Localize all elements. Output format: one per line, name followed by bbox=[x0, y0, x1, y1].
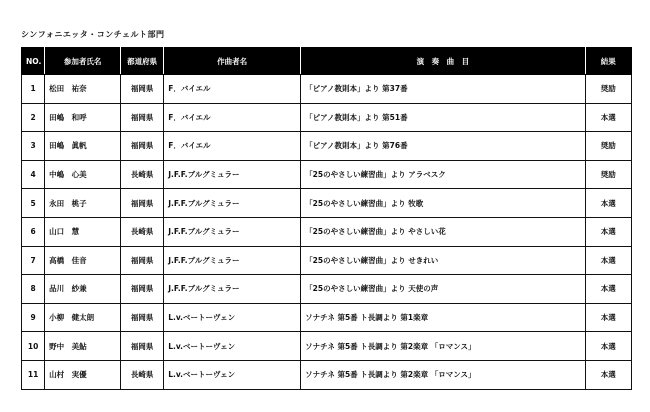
table-row bbox=[22, 332, 632, 361]
header-composer: 作曲者名 bbox=[164, 48, 301, 75]
cell-name: 山村 実優 bbox=[45, 360, 121, 389]
cell-result: 奨励 bbox=[585, 160, 631, 189]
table-row bbox=[22, 75, 632, 104]
cell-result: 本選 bbox=[585, 360, 631, 389]
cell-piece: 「25のやさしい練習曲」より アラベスク bbox=[301, 160, 585, 189]
cell-result: 本選 bbox=[585, 246, 631, 275]
table-row bbox=[22, 303, 632, 332]
cell-composer: F．バイエル bbox=[164, 132, 301, 161]
table-row bbox=[22, 132, 632, 161]
cell-composer: J.F.F.ブルグミュラー bbox=[164, 217, 301, 246]
page-title: シンフォニエッタ・コンチェルト部門 bbox=[21, 30, 165, 39]
header-no: NO. bbox=[22, 48, 45, 75]
table-row bbox=[22, 189, 632, 218]
cell-no: 5 bbox=[22, 189, 45, 218]
cell-name: 中嶋 心美 bbox=[45, 160, 121, 189]
cell-piece: 「25のやさしい練習曲」より やさしい花 bbox=[301, 217, 585, 246]
table-row bbox=[22, 103, 632, 132]
table-row bbox=[22, 160, 632, 189]
cell-prefecture: 福岡県 bbox=[121, 332, 164, 361]
cell-result: 本選 bbox=[585, 189, 631, 218]
cell-result: 本選 bbox=[585, 332, 631, 361]
cell-result: 本選 bbox=[585, 303, 631, 332]
cell-composer: J.F.F.ブルグミュラー bbox=[164, 189, 301, 218]
cell-name: 小柳 健太朗 bbox=[45, 303, 121, 332]
cell-name: 山口 慧 bbox=[45, 217, 121, 246]
cell-name: 田嶋 和呼 bbox=[45, 103, 121, 132]
cell-prefecture: 福岡県 bbox=[121, 275, 164, 304]
cell-piece: 「ピアノ教則本」より 第76番 bbox=[301, 132, 585, 161]
cell-name: 品川 紗兼 bbox=[45, 275, 121, 304]
cell-prefecture: 福岡県 bbox=[121, 75, 164, 104]
cell-name: 高橋 佳音 bbox=[45, 246, 121, 275]
cell-result: 本選 bbox=[585, 275, 631, 304]
cell-prefecture: 福岡県 bbox=[121, 303, 164, 332]
cell-name: 永田 桃子 bbox=[45, 189, 121, 218]
cell-result: 奨励 bbox=[585, 75, 631, 104]
cell-no: 3 bbox=[22, 132, 45, 161]
cell-composer: L.v.ベートーヴェン bbox=[164, 360, 301, 389]
results-table bbox=[21, 47, 632, 390]
cell-name: 野中 美鮎 bbox=[45, 332, 121, 361]
table-body bbox=[22, 75, 632, 390]
cell-no: 4 bbox=[22, 160, 45, 189]
cell-prefecture: 長崎県 bbox=[121, 360, 164, 389]
cell-composer: J.F.F.ブルグミュラー bbox=[164, 160, 301, 189]
cell-prefecture: 福岡県 bbox=[121, 246, 164, 275]
cell-piece: 「25のやさしい練習曲」より 天使の声 bbox=[301, 275, 585, 304]
cell-piece: ソナチネ 第5番 ト長調より 第2楽章 「ロマンス」 bbox=[301, 360, 585, 389]
cell-composer: L.v.ベートーヴェン bbox=[164, 303, 301, 332]
header-result: 結果 bbox=[585, 48, 631, 75]
cell-piece: 「ピアノ教則本」より 第37番 bbox=[301, 75, 585, 104]
header-row bbox=[22, 48, 632, 75]
cell-prefecture: 福岡県 bbox=[121, 103, 164, 132]
cell-prefecture: 長崎県 bbox=[121, 217, 164, 246]
header-name: 参加者氏名 bbox=[45, 48, 121, 75]
cell-no: 1 bbox=[22, 75, 45, 104]
table-row bbox=[22, 360, 632, 389]
cell-result: 本選 bbox=[585, 217, 631, 246]
cell-no: 11 bbox=[22, 360, 45, 389]
cell-prefecture: 福岡県 bbox=[121, 189, 164, 218]
table-header bbox=[22, 48, 632, 75]
cell-no: 9 bbox=[22, 303, 45, 332]
cell-no: 6 bbox=[22, 217, 45, 246]
cell-piece: ソナチネ 第5番 ト長調より 第1楽章 bbox=[301, 303, 585, 332]
cell-composer: L.v.ベートーヴェン bbox=[164, 332, 301, 361]
cell-composer: J.F.F.ブルグミュラー bbox=[164, 275, 301, 304]
table-row bbox=[22, 217, 632, 246]
cell-composer: J.F.F.ブルグミュラー bbox=[164, 246, 301, 275]
cell-result: 奨励 bbox=[585, 132, 631, 161]
table-row bbox=[22, 246, 632, 275]
cell-piece: ソナチネ 第5番 ト長調より 第2楽章 「ロマンス」 bbox=[301, 332, 585, 361]
cell-no: 8 bbox=[22, 275, 45, 304]
header-prefecture: 都道府県 bbox=[121, 48, 164, 75]
cell-no: 7 bbox=[22, 246, 45, 275]
cell-piece: 「25のやさしい練習曲」より 牧歌 bbox=[301, 189, 585, 218]
cell-composer: F．バイエル bbox=[164, 75, 301, 104]
cell-no: 10 bbox=[22, 332, 45, 361]
cell-name: 松田 祐奈 bbox=[45, 75, 121, 104]
header-piece: 演 奏 曲 目 bbox=[301, 48, 585, 75]
cell-prefecture: 福岡県 bbox=[121, 132, 164, 161]
table-row bbox=[22, 275, 632, 304]
cell-name: 田嶋 眞帆 bbox=[45, 132, 121, 161]
cell-piece: 「ピアノ教則本」より 第51番 bbox=[301, 103, 585, 132]
cell-composer: F．バイエル bbox=[164, 103, 301, 132]
cell-no: 2 bbox=[22, 103, 45, 132]
cell-result: 本選 bbox=[585, 103, 631, 132]
cell-piece: 「25のやさしい練習曲」より せきれい bbox=[301, 246, 585, 275]
cell-prefecture: 長崎県 bbox=[121, 160, 164, 189]
